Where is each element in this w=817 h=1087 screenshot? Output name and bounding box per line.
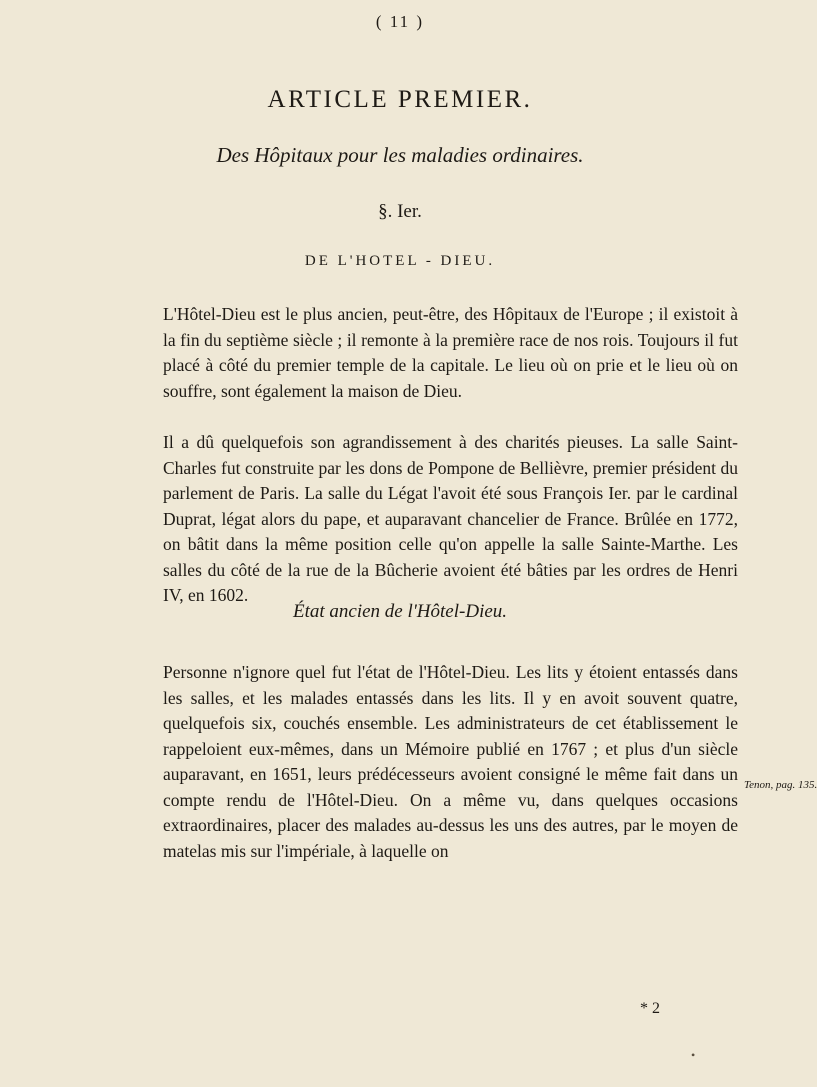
printer-signature-mark: * 2 xyxy=(640,1000,660,1017)
paragraph-former-state: Personne n'ignore quel fut l'état de l'Hôtel-Dieu. Les lits y étoient entassés dans les salles, et les malades entassés dans les lits. Il y en avoit souvent quatre, quelquefois six, couchés ensemble. Les administrateurs de cet établissement le rappeloient eux-mêmes, dans un Mémoire publié en 1767 ; et plus d'un siècle auparavant, en 1651, leurs prédécesseurs avoient consigné le même fait dans un compte rendu de l'Hôtel-Dieu. On a même vu, dans quelques occasions extraordinaires, placer des malades au-dessus les uns des autres, par le moyen de matelas mis sur l'impériale, à laquelle on xyxy=(163,662,738,861)
margin-reference-note: Tenon, pag. 135. xyxy=(744,779,817,791)
article-title: ARTICLE PREMIER. xyxy=(267,86,533,113)
article-subtitle: Des Hôpitaux pour les maladies ordinaires. xyxy=(216,143,584,167)
section-heading: DE L'HOTEL - DIEU. xyxy=(304,253,496,269)
paragraph-enlargement: Il a dû quelquefois son agrandissement à des charités pieuses. La salle Saint-Charles fut construite par les dons de Pompone de Bellièvre, premier président du parlement de Paris. La salle du Légat l'avoit été sous François Ier. par le cardinal Duprat, légat alors du pape, et auparavant chancelier de France. Brûlée en 1772, on bâtit dans la même position celle qu'on appelle la salle Sainte-Marthe. Les salles du côté de la rue de la Bûcherie avoient été bâties par les ordres de Henri IV, en 1602. xyxy=(163,432,738,605)
subsection-heading: État ancien de l'Hôtel-Dieu. xyxy=(292,601,508,622)
section-number: §. Ier. xyxy=(378,201,422,222)
paragraph-history: L'Hôtel-Dieu est le plus ancien, peut-être, des Hôpitaux de l'Europe ; il existoit à la fin du septième siècle ; il remonte à la première race de nos rois. Toujours il fut placé à côté du premier temple de la capitale. Le lieu où on prie et le lieu où on souffre, sont également la maison de Dieu. xyxy=(163,304,738,401)
ink-spot: • xyxy=(691,1048,696,1062)
page-number: ( 11 ) xyxy=(375,12,425,31)
